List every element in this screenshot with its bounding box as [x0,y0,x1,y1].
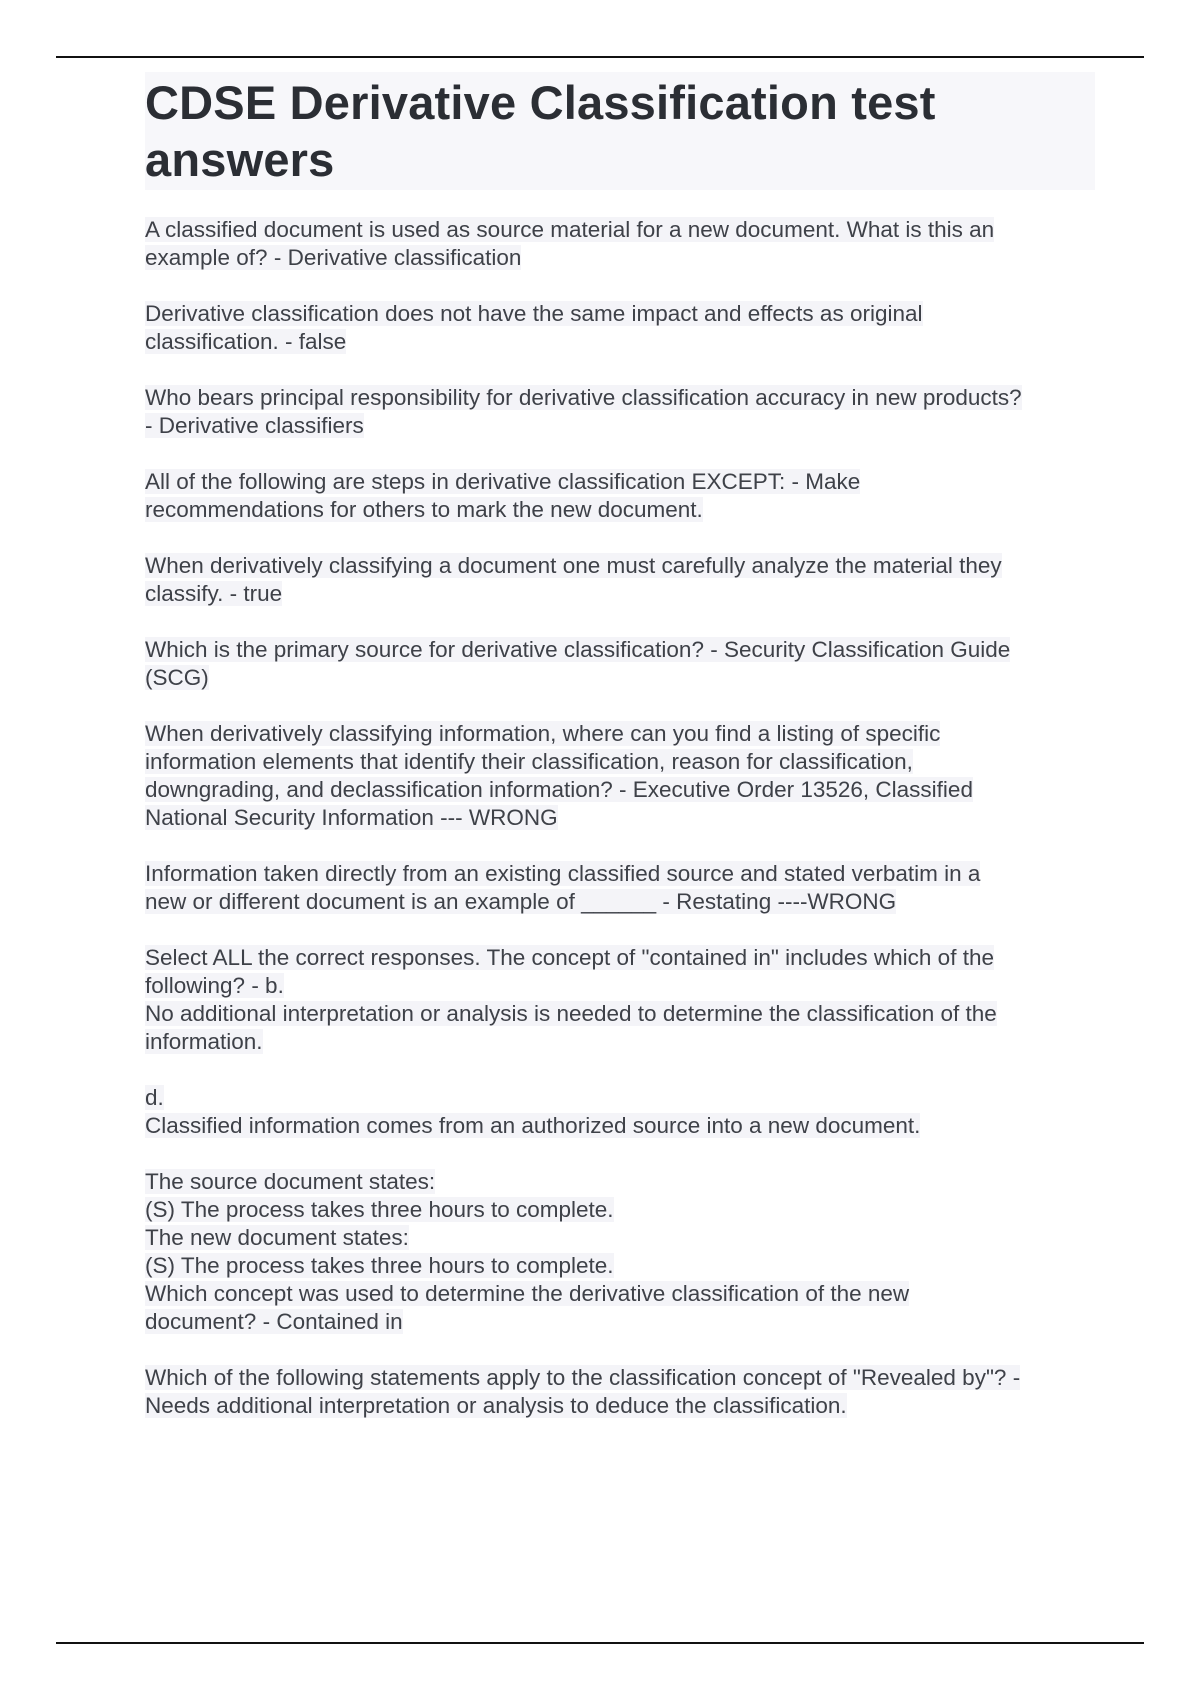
qa-line [145,468,1095,496]
qa-line-text: recommendations for others to mark the new document. [145,497,703,522]
qa-line [145,300,1095,328]
qa-line-text: Which is the primary source for derivative classification? - Security Classification Guide [145,637,1011,662]
document-body [145,72,1095,1448]
qa-line [145,328,1095,356]
qa-line-text: Information taken directly from an existing classified source and stated verbatim in a [145,861,981,886]
qa-line-text: No additional interpretation or analysis is needed to determine the classification of the [145,1001,997,1026]
qa-item [145,1168,1095,1336]
qa-line [145,384,1095,412]
qa-line-text: Select ALL the correct responses. The concept of "contained in" includes which of the [145,945,994,970]
qa-line-text: information. [145,1029,263,1054]
qa-item [145,384,1095,440]
qa-line [145,720,1095,748]
qa-line-text: All of the following are steps in derivative classification EXCEPT: - Make [145,469,861,494]
qa-line [145,1392,1095,1420]
qa-line-text: (S) The process takes three hours to complete. [145,1197,614,1222]
qa-line-text: Needs additional interpretation or analysis to deduce the classification. [145,1393,847,1418]
qa-line [145,804,1095,832]
qa-line-text: - Derivative classifiers [145,413,364,438]
qa-line [145,748,1095,776]
qa-line-text: new or different document is an example of ______ - Restating ----WRONG [145,889,897,914]
qa-line [145,1252,1095,1280]
qa-item [145,720,1095,832]
qa-line [145,944,1095,972]
qa-line [145,1224,1095,1252]
qa-line [145,636,1095,664]
qa-line [145,1112,1095,1140]
qa-line-text: A classified document is used as source material for a new document. What is this an [145,217,995,242]
qa-line [145,1028,1095,1056]
qa-item [145,468,1095,524]
qa-line [145,552,1095,580]
qa-line [145,1280,1095,1308]
qa-line [145,972,1095,1000]
qa-line [145,216,1095,244]
qa-line-text: When derivatively classifying information, where can you find a listing of specific [145,721,941,746]
qa-line [145,664,1095,692]
qa-line-text: (SCG) [145,665,209,690]
qa-line-text: Derivative classification does not have the same impact and effects as original [145,301,923,326]
qa-line [145,1196,1095,1224]
qa-item [145,300,1095,356]
qa-line [145,860,1095,888]
qa-line [145,580,1095,608]
qa-line-text: (S) The process takes three hours to complete. [145,1253,614,1278]
qa-line-text: National Security Information --- WRONG [145,805,558,830]
qa-line-text: information elements that identify their classification, reason for classification, [145,749,913,774]
qa-line-text: Classified information comes from an authorized source into a new document. [145,1113,921,1138]
qa-line-text: When derivatively classifying a document one must carefully analyze the material they [145,553,1002,578]
qa-item [145,552,1095,608]
qa-line-text: downgrading, and declassification information? - Executive Order 13526, Classified [145,777,973,802]
qa-line [145,1168,1095,1196]
qa-line-text: classify. - true [145,581,283,606]
qa-item [145,860,1095,916]
qa-line [145,776,1095,804]
qa-line-text: The new document states: [145,1225,409,1250]
title-band [145,72,1095,190]
top-rule [56,56,1144,58]
qa-line-text: Which concept was used to determine the derivative classification of the new [145,1281,910,1306]
qa-line [145,1000,1095,1028]
qa-line [145,1084,1095,1112]
qa-line-text: Who bears principal responsibility for derivative classification accuracy in new products? [145,385,1022,410]
qa-line-text: document? - Contained in [145,1309,403,1334]
qa-line [145,1308,1095,1336]
qa-item [145,216,1095,272]
qa-line-text: Which of the following statements apply to the classification concept of "Revealed by"? - [145,1365,1021,1390]
qa-item [145,1364,1095,1420]
qa-line-text: classification. - false [145,329,347,354]
qa-line [145,1364,1095,1392]
qa-line [145,412,1095,440]
qa-line-text: The source document states: [145,1169,436,1194]
qa-item [145,636,1095,692]
qa-line [145,244,1095,272]
qa-line-text: d. [145,1085,164,1110]
qa-line-text: following? - b. [145,973,284,998]
qa-list [145,216,1095,1420]
paragraph-gap [145,1056,1095,1084]
qa-line [145,888,1095,916]
qa-item [145,944,1095,1140]
bottom-rule [56,1642,1144,1644]
document-title: CDSE Derivative Classification test answers [145,76,936,186]
qa-line [145,496,1095,524]
qa-line-text: example of? - Derivative classification [145,245,522,270]
